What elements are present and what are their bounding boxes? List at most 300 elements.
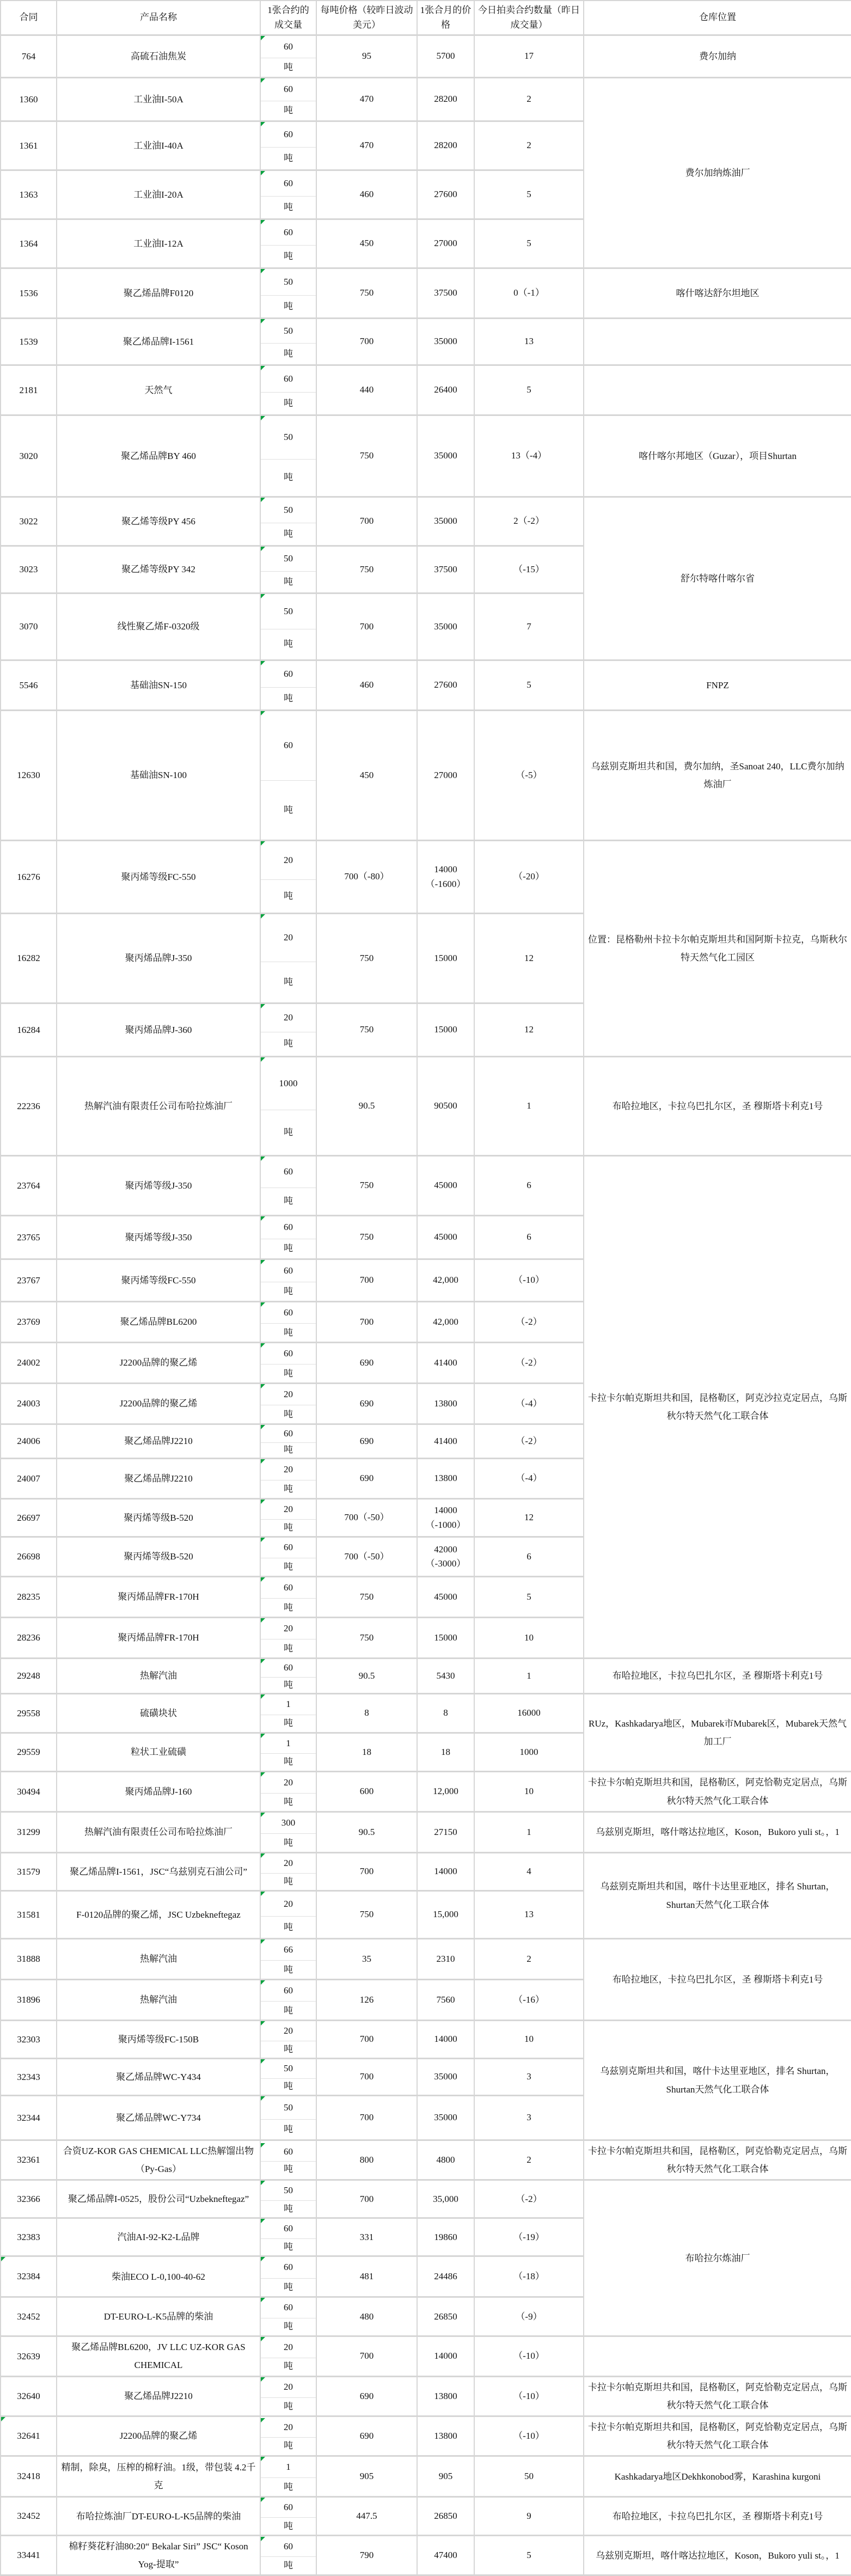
cell-price-per-ton[interactable]: 480 — [316, 2297, 417, 2336]
cell-auction-qty[interactable]: 50 — [474, 2456, 584, 2497]
cell-contract[interactable]: 31299 — [1, 1812, 57, 1853]
cell-auction-qty[interactable]: 5 — [474, 660, 584, 711]
cell-price-per-ton[interactable]: 90.5 — [316, 1659, 417, 1694]
cell-volume[interactable] — [260, 1733, 316, 1772]
cell-product[interactable]: 聚丙烯等级FC-550 — [57, 841, 260, 914]
cell-auction-qty[interactable]: （-18） — [474, 2256, 584, 2297]
cell-contract[interactable]: 31896 — [1, 1980, 57, 2021]
cell-contract-price[interactable]: 35000 — [417, 593, 474, 660]
cell-volume[interactable] — [260, 1216, 316, 1259]
cell-product[interactable]: 工业油I-50A — [57, 78, 260, 121]
cell-contract[interactable]: 32641 — [1, 2416, 57, 2456]
cell-contract[interactable]: 23764 — [1, 1156, 57, 1216]
cell-price-per-ton[interactable]: 481 — [316, 2256, 417, 2297]
cell-product[interactable]: 聚乙烯等级PY 342 — [57, 546, 260, 593]
cell-volume[interactable] — [260, 2297, 316, 2336]
cell-auction-qty[interactable]: 13 — [474, 319, 584, 365]
cell-product[interactable]: 粒状工业硫磺 — [57, 1733, 260, 1772]
cell-volume[interactable] — [260, 1618, 316, 1659]
cell-volume[interactable] — [260, 2376, 316, 2416]
cell-price-per-ton[interactable]: 690 — [316, 2416, 417, 2456]
cell-product[interactable]: 聚丙烯品牌J-350 — [57, 914, 260, 1004]
cell-contract-price[interactable]: 27000 — [417, 711, 474, 841]
cell-volume[interactable] — [260, 1980, 316, 2021]
cell-price-per-ton[interactable]: 90.5 — [316, 1812, 417, 1853]
cell-auction-qty[interactable]: 5 — [474, 219, 584, 268]
cell-price-per-ton[interactable]: 750 — [316, 1156, 417, 1216]
cell-price-per-ton[interactable]: 750 — [316, 1891, 417, 1939]
cell-product[interactable]: 聚丙烯品牌J-360 — [57, 1004, 260, 1057]
cell-contract[interactable]: 3022 — [1, 497, 57, 546]
cell-volume[interactable] — [260, 1004, 316, 1057]
cell-product[interactable]: 聚丙烯等级J-350 — [57, 1156, 260, 1216]
cell-contract[interactable]: 29248 — [1, 1659, 57, 1694]
cell-contract[interactable]: 1360 — [1, 78, 57, 121]
cell-warehouse[interactable]: 卡拉卡尔帕克斯坦共和国，昆格勒区，阿克恰勒克定居点，乌斯秋尔特天然气化工联合体 — [584, 1772, 851, 1812]
cell-product[interactable]: 聚丙烯等级FC-550 — [57, 1259, 260, 1302]
cell-product[interactable]: DT-EURO-L-K5品牌的柴油 — [57, 2297, 260, 2336]
cell-contract[interactable]: 26697 — [1, 1499, 57, 1537]
cell-volume[interactable] — [260, 1259, 316, 1302]
cell-auction-qty[interactable]: 1 — [474, 1659, 584, 1694]
cell-price-per-ton[interactable]: 18 — [316, 1733, 417, 1772]
cell-auction-qty[interactable]: （-4） — [474, 1384, 584, 1424]
cell-price-per-ton[interactable]: 690 — [316, 1384, 417, 1424]
cell-contract[interactable]: 32639 — [1, 2336, 57, 2376]
cell-price-per-ton[interactable]: 600 — [316, 1772, 417, 1812]
cell-volume[interactable] — [260, 2256, 316, 2297]
cell-contract-price[interactable]: 37500 — [417, 268, 474, 319]
cell-contract[interactable]: 29559 — [1, 1733, 57, 1772]
cell-auction-qty[interactable]: （-2） — [474, 2180, 584, 2218]
cell-contract-price[interactable]: 15000 — [417, 1004, 474, 1057]
cell-auction-qty[interactable]: 2 — [474, 121, 584, 170]
cell-price-per-ton[interactable]: 95 — [316, 35, 417, 78]
cell-auction-qty[interactable]: 12 — [474, 914, 584, 1004]
cell-product[interactable]: 精制，除臭，压榨的棉籽油。1级，带包装 4.2千克 — [57, 2456, 260, 2497]
cell-warehouse[interactable] — [584, 365, 851, 415]
cell-contract-price[interactable]: 14000（-1600） — [417, 841, 474, 914]
cell-volume[interactable] — [260, 2218, 316, 2256]
cell-volume[interactable] — [260, 2336, 316, 2376]
cell-price-per-ton[interactable]: 90.5 — [316, 1057, 417, 1156]
cell-price-per-ton[interactable]: 700 — [316, 1302, 417, 1343]
cell-auction-qty[interactable]: （-2） — [474, 1424, 584, 1459]
cell-volume[interactable] — [260, 497, 316, 546]
cell-volume[interactable] — [260, 2180, 316, 2218]
cell-warehouse[interactable]: 乌兹别克斯坦共和国，费尔加纳，圣Sanoat 240，LLC费尔加纳炼油厂 — [584, 711, 851, 841]
cell-volume[interactable] — [260, 268, 316, 319]
cell-product[interactable]: 聚丙烯等级J-350 — [57, 1216, 260, 1259]
cell-price-per-ton[interactable]: 447.5 — [316, 2497, 417, 2536]
cell-contract[interactable]: 3020 — [1, 415, 57, 497]
cell-warehouse[interactable]: FNPZ — [584, 660, 851, 711]
cell-volume[interactable] — [260, 1384, 316, 1424]
cell-auction-qty[interactable]: （-2） — [474, 1343, 584, 1384]
cell-price-per-ton[interactable]: 750 — [316, 1577, 417, 1618]
cell-product[interactable]: 热解汽油有限责任公司布哈拉炼油厂 — [57, 1812, 260, 1853]
cell-contract[interactable]: 30494 — [1, 1772, 57, 1812]
cell-product[interactable]: 热解汽油 — [57, 1659, 260, 1694]
cell-contract-price[interactable]: 14000 — [417, 2336, 474, 2376]
cell-volume[interactable] — [260, 1343, 316, 1384]
cell-contract[interactable]: 32383 — [1, 2218, 57, 2256]
cell-price-per-ton[interactable]: 700 — [316, 1259, 417, 1302]
cell-contract-price[interactable]: 905 — [417, 2456, 474, 2497]
cell-contract[interactable]: 23765 — [1, 1216, 57, 1259]
cell-warehouse[interactable]: 布哈拉尔炼油厂 — [584, 2180, 851, 2336]
cell-price-per-ton[interactable]: 700 — [316, 2021, 417, 2059]
cell-volume[interactable] — [260, 1812, 316, 1853]
cell-warehouse[interactable]: 喀什喀达舒尔坦地区 — [584, 268, 851, 319]
cell-volume[interactable] — [260, 2140, 316, 2180]
cell-contract[interactable]: 16276 — [1, 841, 57, 914]
cell-volume[interactable] — [260, 546, 316, 593]
cell-warehouse[interactable]: 乌兹别克斯坦共和国，喀什卡达里亚地区，排名 Shurtan，Shurtan天然气化工联合体 — [584, 2021, 851, 2140]
cell-warehouse[interactable]: RUz，Kashkadarya地区，Mubarek市Mubarek区，Mubarek天然气加工厂 — [584, 1694, 851, 1772]
cell-price-per-ton[interactable]: 700（-80） — [316, 841, 417, 914]
cell-contract[interactable]: 32640 — [1, 2376, 57, 2416]
cell-contract-price[interactable]: 45000 — [417, 1577, 474, 1618]
cell-price-per-ton[interactable]: 700（-50） — [316, 1499, 417, 1537]
cell-volume[interactable] — [260, 1694, 316, 1733]
cell-warehouse[interactable]: 布哈拉地区，卡拉乌巴扎尔区，圣 穆斯塔卡利克1号 — [584, 1659, 851, 1694]
cell-product[interactable]: 天然气 — [57, 365, 260, 415]
cell-warehouse[interactable]: 费尔加纳 — [584, 35, 851, 78]
cell-contract[interactable]: 16282 — [1, 914, 57, 1004]
cell-contract-price[interactable]: 12,000 — [417, 1772, 474, 1812]
cell-volume[interactable] — [260, 660, 316, 711]
cell-contract[interactable]: 26698 — [1, 1537, 57, 1577]
cell-product[interactable]: 聚丙烯品牌FR-170H — [57, 1577, 260, 1618]
cell-price-per-ton[interactable]: 750 — [316, 268, 417, 319]
cell-contract-price[interactable]: 8 — [417, 1694, 474, 1733]
cell-contract-price[interactable]: 13800 — [417, 2416, 474, 2456]
cell-auction-qty[interactable]: 1 — [474, 1812, 584, 1853]
cell-auction-qty[interactable]: 3 — [474, 2059, 584, 2096]
cell-product[interactable]: 聚乙烯品牌BL6200 — [57, 1302, 260, 1343]
cell-price-per-ton[interactable]: 700 — [316, 593, 417, 660]
cell-warehouse[interactable]: 舒尔特喀什喀尔省 — [584, 497, 851, 660]
cell-product[interactable]: 工业油I-40A — [57, 121, 260, 170]
cell-price-per-ton[interactable]: 450 — [316, 711, 417, 841]
cell-auction-qty[interactable]: 13 — [474, 1891, 584, 1939]
cell-contract-price[interactable]: 35000 — [417, 2059, 474, 2096]
cell-auction-qty[interactable]: 5 — [474, 170, 584, 219]
cell-volume[interactable] — [260, 2059, 316, 2096]
cell-contract[interactable]: 24003 — [1, 1384, 57, 1424]
cell-volume[interactable] — [260, 1891, 316, 1939]
cell-contract[interactable]: 12630 — [1, 711, 57, 841]
cell-contract[interactable]: 31581 — [1, 1891, 57, 1939]
cell-contract-price[interactable]: 47400 — [417, 2536, 474, 2575]
cell-contract-price[interactable]: 42000（-3000） — [417, 1537, 474, 1577]
cell-contract-price[interactable]: 27600 — [417, 170, 474, 219]
cell-contract[interactable]: 1364 — [1, 219, 57, 268]
cell-price-per-ton[interactable]: 700（-50） — [316, 1537, 417, 1577]
cell-contract-price[interactable]: 13800 — [417, 1384, 474, 1424]
cell-product[interactable]: 聚乙烯品牌BY 460 — [57, 415, 260, 497]
cell-product[interactable]: 棉籽葵花籽油80:20“ Bekalar Siri” JSC“ Koson Yog-提取” — [57, 2536, 260, 2575]
cell-contract-price[interactable]: 42,000 — [417, 1259, 474, 1302]
cell-auction-qty[interactable]: （-2） — [474, 1302, 584, 1343]
cell-contract-price[interactable]: 13800 — [417, 1459, 474, 1499]
cell-contract-price[interactable]: 2310 — [417, 1939, 474, 1980]
cell-product[interactable]: 聚乙烯品牌J2210 — [57, 2376, 260, 2416]
cell-contract[interactable]: 16284 — [1, 1004, 57, 1057]
cell-contract-price[interactable]: 15,000 — [417, 1891, 474, 1939]
cell-price-per-ton[interactable]: 700 — [316, 497, 417, 546]
cell-auction-qty[interactable]: （-10） — [474, 2336, 584, 2376]
cell-contract[interactable]: 24007 — [1, 1459, 57, 1499]
cell-contract-price[interactable]: 35,000 — [417, 2180, 474, 2218]
cell-auction-qty[interactable]: 12 — [474, 1004, 584, 1057]
cell-volume[interactable] — [260, 121, 316, 170]
cell-contract[interactable]: 1361 — [1, 121, 57, 170]
cell-contract[interactable]: 32452 — [1, 2497, 57, 2536]
cell-price-per-ton[interactable]: 460 — [316, 660, 417, 711]
cell-contract[interactable]: 23769 — [1, 1302, 57, 1343]
cell-warehouse[interactable] — [584, 319, 851, 365]
cell-price-per-ton[interactable]: 800 — [316, 2140, 417, 2180]
cell-contract-price[interactable]: 27150 — [417, 1812, 474, 1853]
cell-price-per-ton[interactable]: 750 — [316, 914, 417, 1004]
cell-volume[interactable] — [260, 319, 316, 365]
header-product-name[interactable]: 产品名称 — [57, 1, 260, 35]
cell-contract[interactable]: 32384 — [1, 2256, 57, 2297]
cell-volume[interactable] — [260, 1939, 316, 1980]
cell-price-per-ton[interactable]: 790 — [316, 2536, 417, 2575]
cell-price-per-ton[interactable]: 750 — [316, 1618, 417, 1659]
cell-product[interactable]: 汽油AI-92-K2-L品牌 — [57, 2218, 260, 2256]
cell-contract-price[interactable]: 5700 — [417, 35, 474, 78]
cell-product[interactable]: 聚乙烯品牌BL6200，JV LLC UZ-KOR GAS CHEMICAL — [57, 2336, 260, 2376]
cell-contract[interactable]: 3023 — [1, 546, 57, 593]
cell-volume[interactable] — [260, 415, 316, 497]
cell-price-per-ton[interactable]: 690 — [316, 1343, 417, 1384]
cell-contract[interactable]: 32452 — [1, 2297, 57, 2336]
cell-contract-price[interactable]: 7560 — [417, 1980, 474, 2021]
cell-auction-qty[interactable]: （-9） — [474, 2297, 584, 2336]
cell-contract-price[interactable]: 41400 — [417, 1424, 474, 1459]
cell-contract-price[interactable]: 15000 — [417, 914, 474, 1004]
cell-auction-qty[interactable]: 7 — [474, 593, 584, 660]
cell-auction-qty[interactable]: 2 — [474, 1939, 584, 1980]
cell-price-per-ton[interactable]: 460 — [316, 170, 417, 219]
cell-product[interactable]: 聚丙烯品牌J-160 — [57, 1772, 260, 1812]
cell-auction-qty[interactable]: （-5） — [474, 711, 584, 841]
cell-contract-price[interactable]: 26850 — [417, 2497, 474, 2536]
cell-contract[interactable]: 28236 — [1, 1618, 57, 1659]
cell-contract[interactable]: 33441 — [1, 2536, 57, 2575]
cell-volume[interactable] — [260, 711, 316, 841]
cell-warehouse[interactable]: 布哈拉地区，卡拉乌巴扎尔区，圣 穆斯塔卡利克1号 — [584, 2497, 851, 2536]
cell-contract-price[interactable]: 15000 — [417, 1618, 474, 1659]
cell-warehouse[interactable]: 卡拉卡尔帕克斯坦共和国，昆格勒区，阿克恰勒克定居点，乌斯秋尔特天然气化工联合体 — [584, 2416, 851, 2456]
cell-contract[interactable]: 1363 — [1, 170, 57, 219]
cell-contract-price[interactable]: 14000（-1000） — [417, 1499, 474, 1537]
cell-contract[interactable]: 764 — [1, 35, 57, 78]
cell-auction-qty[interactable]: （-19） — [474, 2218, 584, 2256]
cell-product[interactable]: J2200品牌的聚乙烯 — [57, 2416, 260, 2456]
cell-contract[interactable]: 22236 — [1, 1057, 57, 1156]
cell-contract[interactable]: 28235 — [1, 1577, 57, 1618]
cell-volume[interactable] — [260, 1577, 316, 1618]
cell-contract[interactable]: 31888 — [1, 1939, 57, 1980]
cell-warehouse[interactable]: 喀什喀尔邦地区（Guzar），项目Shurtan — [584, 415, 851, 497]
cell-contract[interactable]: 32343 — [1, 2059, 57, 2096]
cell-product[interactable]: 聚乙烯品牌J2210 — [57, 1459, 260, 1499]
cell-price-per-ton[interactable]: 700 — [316, 2096, 417, 2140]
cell-contract[interactable]: 23767 — [1, 1259, 57, 1302]
cell-contract-price[interactable]: 4800 — [417, 2140, 474, 2180]
cell-warehouse[interactable]: 乌兹别克斯坦，喀什喀达拉地区，Koson，Bukoro yuli st。，1 — [584, 1812, 851, 1853]
cell-price-per-ton[interactable]: 126 — [316, 1980, 417, 2021]
cell-price-per-ton[interactable]: 470 — [316, 78, 417, 121]
cell-contract-price[interactable]: 13800 — [417, 2376, 474, 2416]
cell-contract-price[interactable]: 35000 — [417, 319, 474, 365]
cell-auction-qty[interactable]: 6 — [474, 1537, 584, 1577]
cell-contract[interactable]: 32344 — [1, 2096, 57, 2140]
cell-product[interactable]: 聚乙烯品牌I-1561，JSC“乌兹别克石油公司” — [57, 1853, 260, 1891]
cell-volume[interactable] — [260, 2021, 316, 2059]
cell-auction-qty[interactable]: 6 — [474, 1216, 584, 1259]
cell-contract-price[interactable]: 26850 — [417, 2297, 474, 2336]
cell-product[interactable]: 热解汽油 — [57, 1980, 260, 2021]
cell-price-per-ton[interactable]: 331 — [316, 2218, 417, 2256]
cell-auction-qty[interactable]: 12 — [474, 1499, 584, 1537]
cell-warehouse[interactable]: 卡拉卡尔帕克斯坦共和国，昆格勒区，阿克恰勒克定居点，乌斯秋尔特天然气化工联合体 — [584, 2376, 851, 2416]
cell-contract-price[interactable]: 45000 — [417, 1216, 474, 1259]
cell-contract-price[interactable]: 35000 — [417, 415, 474, 497]
header-volume[interactable]: 1张合约的成交量 — [260, 1, 316, 35]
cell-contract[interactable]: 32361 — [1, 2140, 57, 2180]
cell-auction-qty[interactable]: （-16） — [474, 1980, 584, 2021]
cell-contract[interactable]: 29558 — [1, 1694, 57, 1733]
cell-product[interactable]: 柴油ECO L-0,100-40-62 — [57, 2256, 260, 2297]
cell-product[interactable]: 布哈拉炼油厂DT-EURO-L-K5品牌的柴油 — [57, 2497, 260, 2536]
cell-volume[interactable] — [260, 1156, 316, 1216]
cell-product[interactable]: 工业油I-12A — [57, 219, 260, 268]
cell-contract[interactable]: 32418 — [1, 2456, 57, 2497]
cell-price-per-ton[interactable]: 690 — [316, 2376, 417, 2416]
cell-price-per-ton[interactable]: 8 — [316, 1694, 417, 1733]
cell-volume[interactable] — [260, 78, 316, 121]
cell-volume[interactable] — [260, 1853, 316, 1891]
cell-auction-qty[interactable]: 5 — [474, 365, 584, 415]
cell-product[interactable]: 工业油I-20A — [57, 170, 260, 219]
cell-auction-qty[interactable]: （-10） — [474, 2376, 584, 2416]
cell-price-per-ton[interactable]: 700 — [316, 1853, 417, 1891]
cell-contract[interactable]: 3070 — [1, 593, 57, 660]
cell-contract-price[interactable]: 28200 — [417, 78, 474, 121]
cell-price-per-ton[interactable]: 750 — [316, 546, 417, 593]
cell-auction-qty[interactable]: 2 — [474, 2140, 584, 2180]
header-contract[interactable]: 合同 — [1, 1, 57, 35]
cell-contract-price[interactable]: 5430 — [417, 1659, 474, 1694]
cell-price-per-ton[interactable]: 690 — [316, 1459, 417, 1499]
cell-auction-qty[interactable]: 9 — [474, 2497, 584, 2536]
cell-product[interactable]: 聚丙烯等级FC-150B — [57, 2021, 260, 2059]
header-auction-qty[interactable]: 今日拍卖合约数量（昨日成交量） — [474, 1, 584, 35]
cell-contract-price[interactable]: 27000 — [417, 219, 474, 268]
cell-contract-price[interactable]: 35000 — [417, 497, 474, 546]
cell-auction-qty[interactable]: 16000 — [474, 1694, 584, 1733]
cell-price-per-ton[interactable]: 440 — [316, 365, 417, 415]
cell-auction-qty[interactable]: （-20） — [474, 841, 584, 914]
cell-product[interactable]: 聚乙烯品牌WC-Y434 — [57, 2059, 260, 2096]
cell-price-per-ton[interactable]: 750 — [316, 1216, 417, 1259]
cell-auction-qty[interactable]: 13（-4） — [474, 415, 584, 497]
cell-product[interactable]: 聚乙烯等级PY 456 — [57, 497, 260, 546]
cell-contract[interactable]: 5546 — [1, 660, 57, 711]
cell-warehouse[interactable]: 费尔加纳炼油厂 — [584, 78, 851, 268]
cell-price-per-ton[interactable]: 700 — [316, 2059, 417, 2096]
cell-volume[interactable] — [260, 170, 316, 219]
cell-contract[interactable]: 1539 — [1, 319, 57, 365]
cell-product[interactable]: 线性聚乙烯F-0320级 — [57, 593, 260, 660]
cell-warehouse[interactable]: 布哈拉地区，卡拉乌巴扎尔区，圣 穆斯塔卡利克1号 — [584, 1057, 851, 1156]
cell-contract-price[interactable]: 19860 — [417, 2218, 474, 2256]
cell-auction-qty[interactable]: （-10） — [474, 2416, 584, 2456]
cell-auction-qty[interactable]: 1000 — [474, 1733, 584, 1772]
cell-volume[interactable] — [260, 1302, 316, 1343]
cell-contract-price[interactable]: 14000 — [417, 1853, 474, 1891]
cell-product[interactable]: 基础油SN-150 — [57, 660, 260, 711]
cell-contract-price[interactable]: 35000 — [417, 2096, 474, 2140]
cell-price-per-ton[interactable]: 35 — [316, 1939, 417, 1980]
cell-volume[interactable] — [260, 219, 316, 268]
cell-volume[interactable] — [260, 2456, 316, 2497]
cell-product[interactable]: 聚丙烯品牌FR-170H — [57, 1618, 260, 1659]
cell-price-per-ton[interactable]: 905 — [316, 2456, 417, 2497]
cell-auction-qty[interactable]: 1 — [474, 1057, 584, 1156]
cell-product[interactable]: F-0120品牌的聚乙烯，JSC Uzbekneftegaz — [57, 1891, 260, 1939]
cell-auction-qty[interactable]: 10 — [474, 2021, 584, 2059]
cell-product[interactable]: 聚丙烯等级B-520 — [57, 1499, 260, 1537]
cell-contract-price[interactable]: 26400 — [417, 365, 474, 415]
cell-volume[interactable] — [260, 1424, 316, 1459]
cell-auction-qty[interactable]: 0（-1） — [474, 268, 584, 319]
cell-auction-qty[interactable]: 5 — [474, 1577, 584, 1618]
cell-product[interactable]: 硫磺块状 — [57, 1694, 260, 1733]
cell-price-per-ton[interactable]: 750 — [316, 1004, 417, 1057]
cell-volume[interactable] — [260, 2497, 316, 2536]
cell-volume[interactable] — [260, 2096, 316, 2140]
cell-contract-price[interactable]: 28200 — [417, 121, 474, 170]
cell-auction-qty[interactable]: 3 — [474, 2096, 584, 2140]
cell-product[interactable]: 高硫石油焦炭 — [57, 35, 260, 78]
cell-price-per-ton[interactable]: 690 — [316, 1424, 417, 1459]
cell-product[interactable]: 聚丙烯等级B-520 — [57, 1537, 260, 1577]
cell-auction-qty[interactable]: 4 — [474, 1853, 584, 1891]
header-price-per-ton[interactable]: 每吨价格（较昨日波动美元） — [316, 1, 417, 35]
cell-contract-price[interactable]: 90500 — [417, 1057, 474, 1156]
cell-volume[interactable] — [260, 914, 316, 1004]
cell-product[interactable]: 聚乙烯品牌F0120 — [57, 268, 260, 319]
cell-price-per-ton[interactable]: 750 — [316, 415, 417, 497]
cell-warehouse[interactable]: 乌兹别克斯坦，喀什喀达拉地区，Koson，Bukoro yuli st。，1 — [584, 2536, 851, 2575]
cell-warehouse[interactable]: 卡拉卡尔帕克斯坦共和国，昆格勒区，阿克沙拉克定居点，乌斯秋尔特天然气化工联合体 — [584, 1156, 851, 1659]
cell-contract[interactable]: 24002 — [1, 1343, 57, 1384]
cell-volume[interactable] — [260, 841, 316, 914]
cell-contract[interactable]: 32303 — [1, 2021, 57, 2059]
cell-price-per-ton[interactable]: 450 — [316, 219, 417, 268]
cell-contract[interactable]: 2181 — [1, 365, 57, 415]
cell-contract-price[interactable]: 24486 — [417, 2256, 474, 2297]
cell-volume[interactable] — [260, 2416, 316, 2456]
cell-contract-price[interactable]: 27600 — [417, 660, 474, 711]
